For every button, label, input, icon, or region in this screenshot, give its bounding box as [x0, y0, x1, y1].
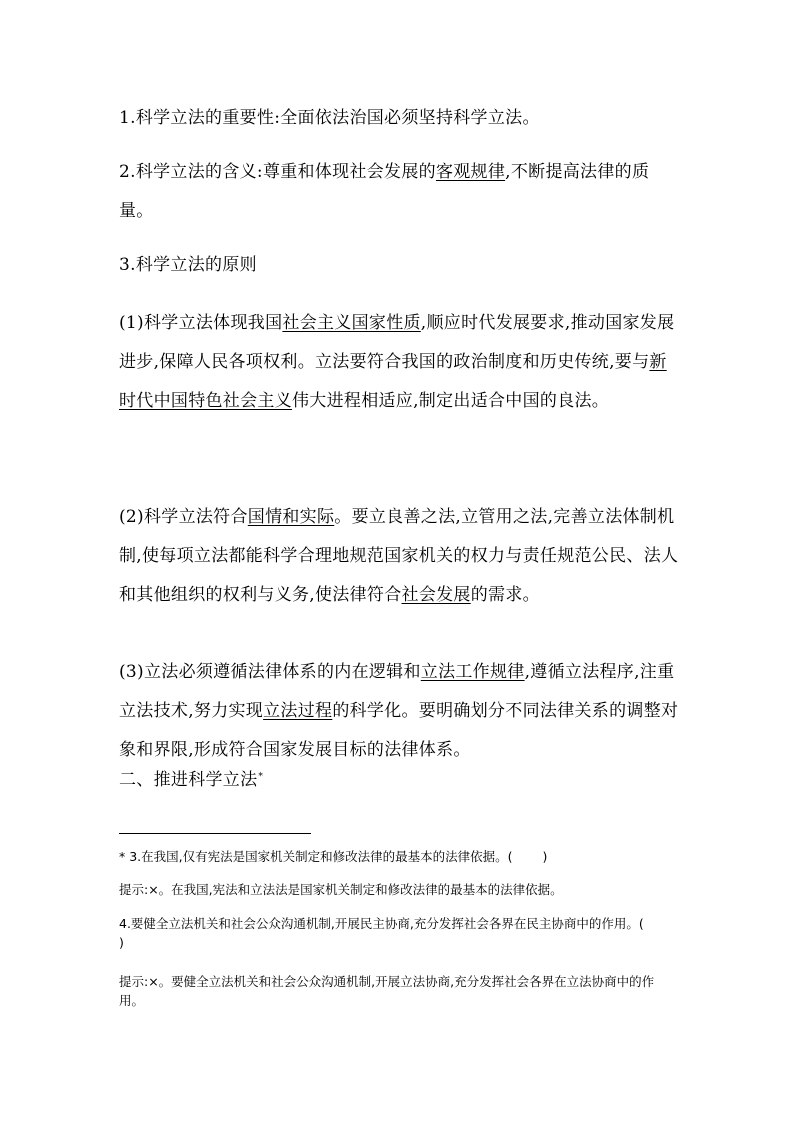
paragraph-meaning: [119, 153, 679, 231]
paragraph-text: (2)科学立法符合: [119, 507, 248, 527]
footnote-star: *: [119, 849, 126, 864]
underlined-term: 新时代中国特色社会主义: [119, 352, 667, 411]
paragraph-text: 2.科学立法的含义:尊重和体现社会发展的: [119, 162, 436, 182]
section-heading-promote: [119, 761, 679, 800]
paragraph-text: (3)立法必须遵循法律体系的内在逻辑和: [119, 662, 421, 682]
underlined-term: 社会主义国家性质: [282, 313, 421, 333]
footnote-answer-4: [119, 972, 674, 1010]
footnote-question-3: [119, 847, 674, 866]
paragraph-text: 的需求。: [470, 585, 540, 605]
paragraph-text: ,顺应时代发展要求,推动国家发展进步,保障人民各项权利。立法要符合我国的政治制度和历史传统,要与: [119, 313, 675, 372]
footnote-text: 3.在我国,仅有宪法是国家机关制定和修改法律的最基本的法律依据。(: [125, 849, 513, 864]
paragraph-importance: [119, 99, 679, 138]
paragraph-text: (1)科学立法体现我国: [119, 313, 283, 333]
footnote-text: ): [542, 849, 548, 864]
paragraph-principle-1: [119, 304, 679, 421]
paragraph-text: 的科学化。要明确划分不同法律关系的调整对象和界限,形成符合国家发展目标的法律体系。: [119, 701, 679, 760]
underlined-term: 客观规律: [435, 162, 506, 182]
footnote-text: 提示:×。要健全立法机关和社会公众沟通机制,开展立法协商,充分发挥社会各界在立法协商中的作用。: [119, 974, 655, 1008]
underlined-term: 国情和实际: [247, 507, 335, 527]
heading-text: 3.科学立法的原则: [119, 255, 257, 275]
footnote-answer-3: [119, 880, 674, 899]
underlined-term: 立法过程: [263, 701, 333, 721]
paragraph-principle-3: [119, 653, 679, 770]
underlined-term: 社会发展: [401, 585, 471, 605]
heading-text: 二、推进科学立法: [119, 770, 258, 790]
footnote-divider: [119, 833, 311, 834]
underlined-term: 立法工作规律: [420, 662, 525, 682]
paragraph-text: 1.科学立法的重要性:全面依法治国必须坚持科学立法。: [119, 108, 540, 128]
paragraph-text: ,不断提高法律的质量。: [119, 162, 650, 221]
section-heading-principles: [119, 246, 679, 285]
footnote-marker: *: [258, 772, 264, 782]
footnote-text: 4.要健全立法机关和社会公众沟通机制,开展民主协商,充分发挥社会各界在民主协商中的作用。(: [119, 916, 644, 931]
footnote-question-4: [119, 914, 674, 952]
footnote-text: 提示:×。在我国,宪法和立法法是国家机关制定和修改法律的最基本的法律依据。: [119, 882, 563, 897]
paragraph-principle-2: [119, 498, 679, 615]
footnote-text: ): [119, 935, 124, 950]
paragraph-text: 。要立良善之法,立管用之法,完善立法体制机制,使每项立法都能科学合理地规范国家机关的权力与责任规范公民、法人和其他组织的权利与义务,使法律符合: [119, 507, 679, 605]
paragraph-text: 伟大进程相适应,制定出适合中国的良法。: [292, 391, 610, 411]
paragraph-text: ,遵循立法程序,注重立法技术,努力实现: [119, 662, 675, 721]
